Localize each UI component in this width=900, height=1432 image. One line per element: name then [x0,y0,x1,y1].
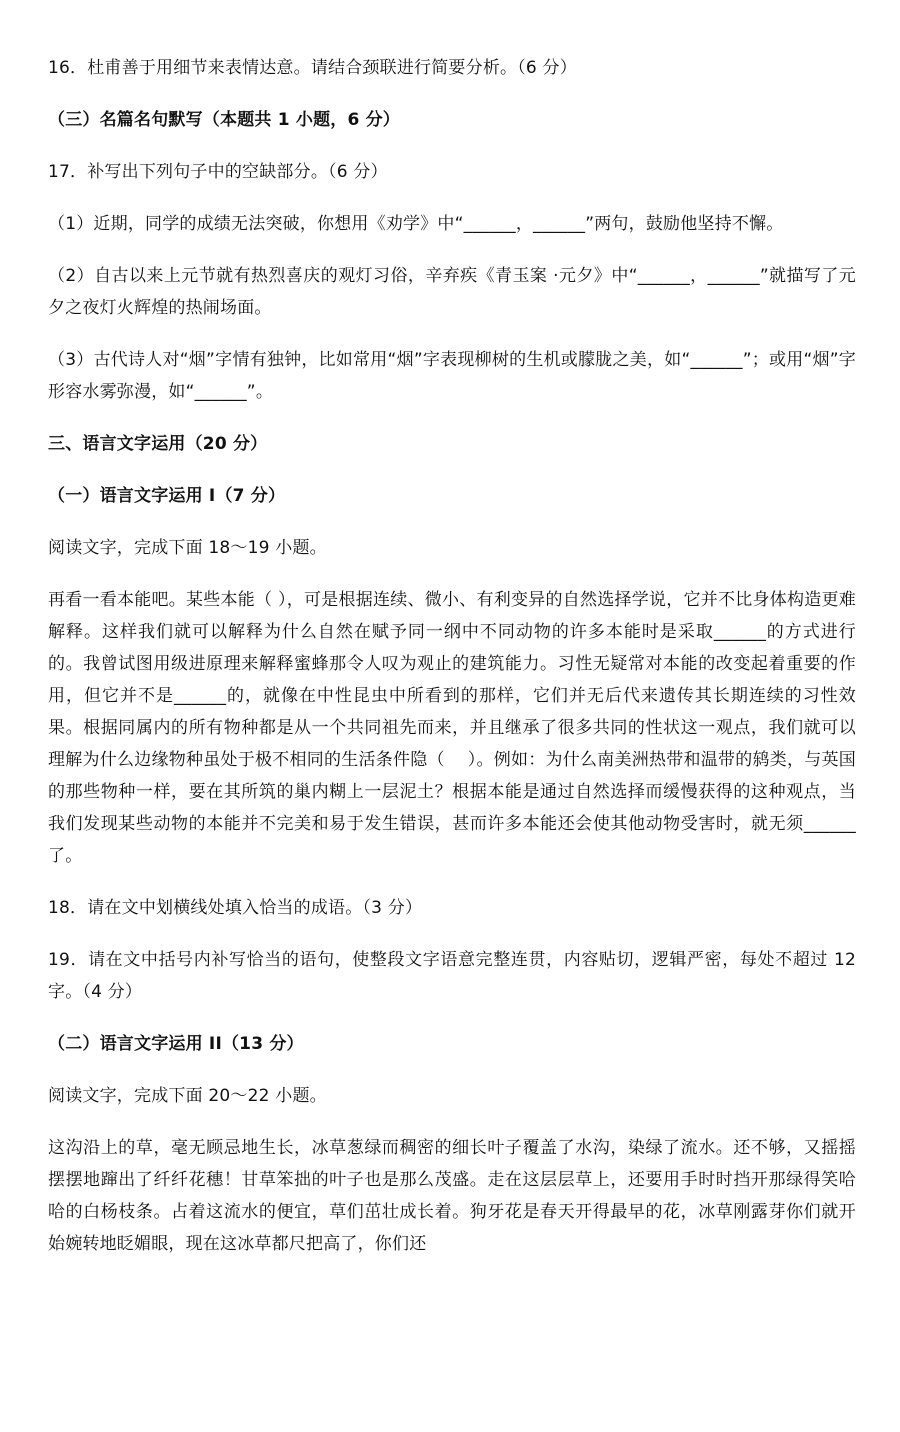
section-heading-famous-lines: （三）名篇名句默写（本题共 1 小题，6 分） [48,110,401,130]
question-18: 18．请在文中划横线处填入恰当的成语。（3 分） [48,898,423,918]
section-1-heading: （一）语言文字运用 I（7 分） [48,486,286,506]
reading-instruction-2: 阅读文字，完成下面 20～22 小题。 [48,1086,327,1106]
question-16: 16．杜甫善于用细节来表情达意。请结合颈联进行简要分析。（6 分） [48,58,577,78]
question-19: 19．请在文中括号内补写恰当的语句，使整段文字语意完整连贯，内容贴切，逻辑严密，每处不超过 12 字。（4 分） [48,950,856,1002]
reading-instruction-1: 阅读文字，完成下面 18～19 小题。 [48,538,327,558]
reading-passage-2: 这沟沿上的草，毫无顾忌地生长，冰草葱绿而稠密的细长叶子覆盖了水沟，染绿了流水。还不够，又摇摇摆摆地蹿出了纤纤花穗！甘草笨拙的叶子也是那么茂盛。走在这层层草上，还要用手时时挡开那绿得笑哈哈的白杨枝条。占着这流水的便宜，草们茁壮成长着。狗牙花是春天开得最早的花，冰草刚露芽你们就开始婉转地眨媚眼，现在这冰草都尺把高了，你们还 [48,1138,856,1254]
question-17-part-3: （3）古代诗人对“烟”字情有独钟，比如常用“烟”字表现柳树的生机或朦胧之美，如“______”；或用“烟”字形容水雾弥漫，如“______”。 [48,350,856,402]
reading-passage-1: 再看一看本能吧。某些本能（ ），可是根据连续、微小、有利变异的自然选择学说，它并不比身体构造更难解释。这样我们就可以解释为什么自然在赋予同一纲中不同动物的许多本能时是采取______的方式进行的。我曾试图用级进原理来解释蜜蜂那令人叹为观止的建筑能力。习性无疑常对本能的改变起着重要的作用，但它并不是______的，就像在中性昆虫中所看到的那样，它们并无后代来遗传其长期连续的习性效果。根据同属内的所有物种都是从一个共同祖先而来，并且继承了很多共同的性状这一观点，我们就可以理解为什么边缘物种虽处于极不相同的生活条件隐（ ）。例如：为什么南美洲热带和温带的鸫类，与英国的那些物种一样，要在其所筑的巢内糊上一层泥土？根据本能是通过自然选择而缓慢获得的这种观点，当我们发现某些动物的本能并不完美和易于发生错误，甚而许多本能还会使其他动物受害时，就无须______了。 [48,590,856,866]
part-3-heading: 三、语言文字运用（20 分） [48,434,268,454]
question-17-part-2: （2）自古以来上元节就有热烈喜庆的观灯习俗，辛弃疾《青玉案 ·元夕》中“______，______”就描写了元夕之夜灯火辉煌的热闹场面。 [48,266,856,318]
question-17: 17．补写出下列句子中的空缺部分。（6 分） [48,162,388,182]
question-17-part-1: （1）近期，同学的成绩无法突破，你想用《劝学》中“______，______”两句，鼓励他坚持不懈。 [48,214,784,234]
section-2-heading: （二）语言文字运用 II（13 分） [48,1034,304,1054]
